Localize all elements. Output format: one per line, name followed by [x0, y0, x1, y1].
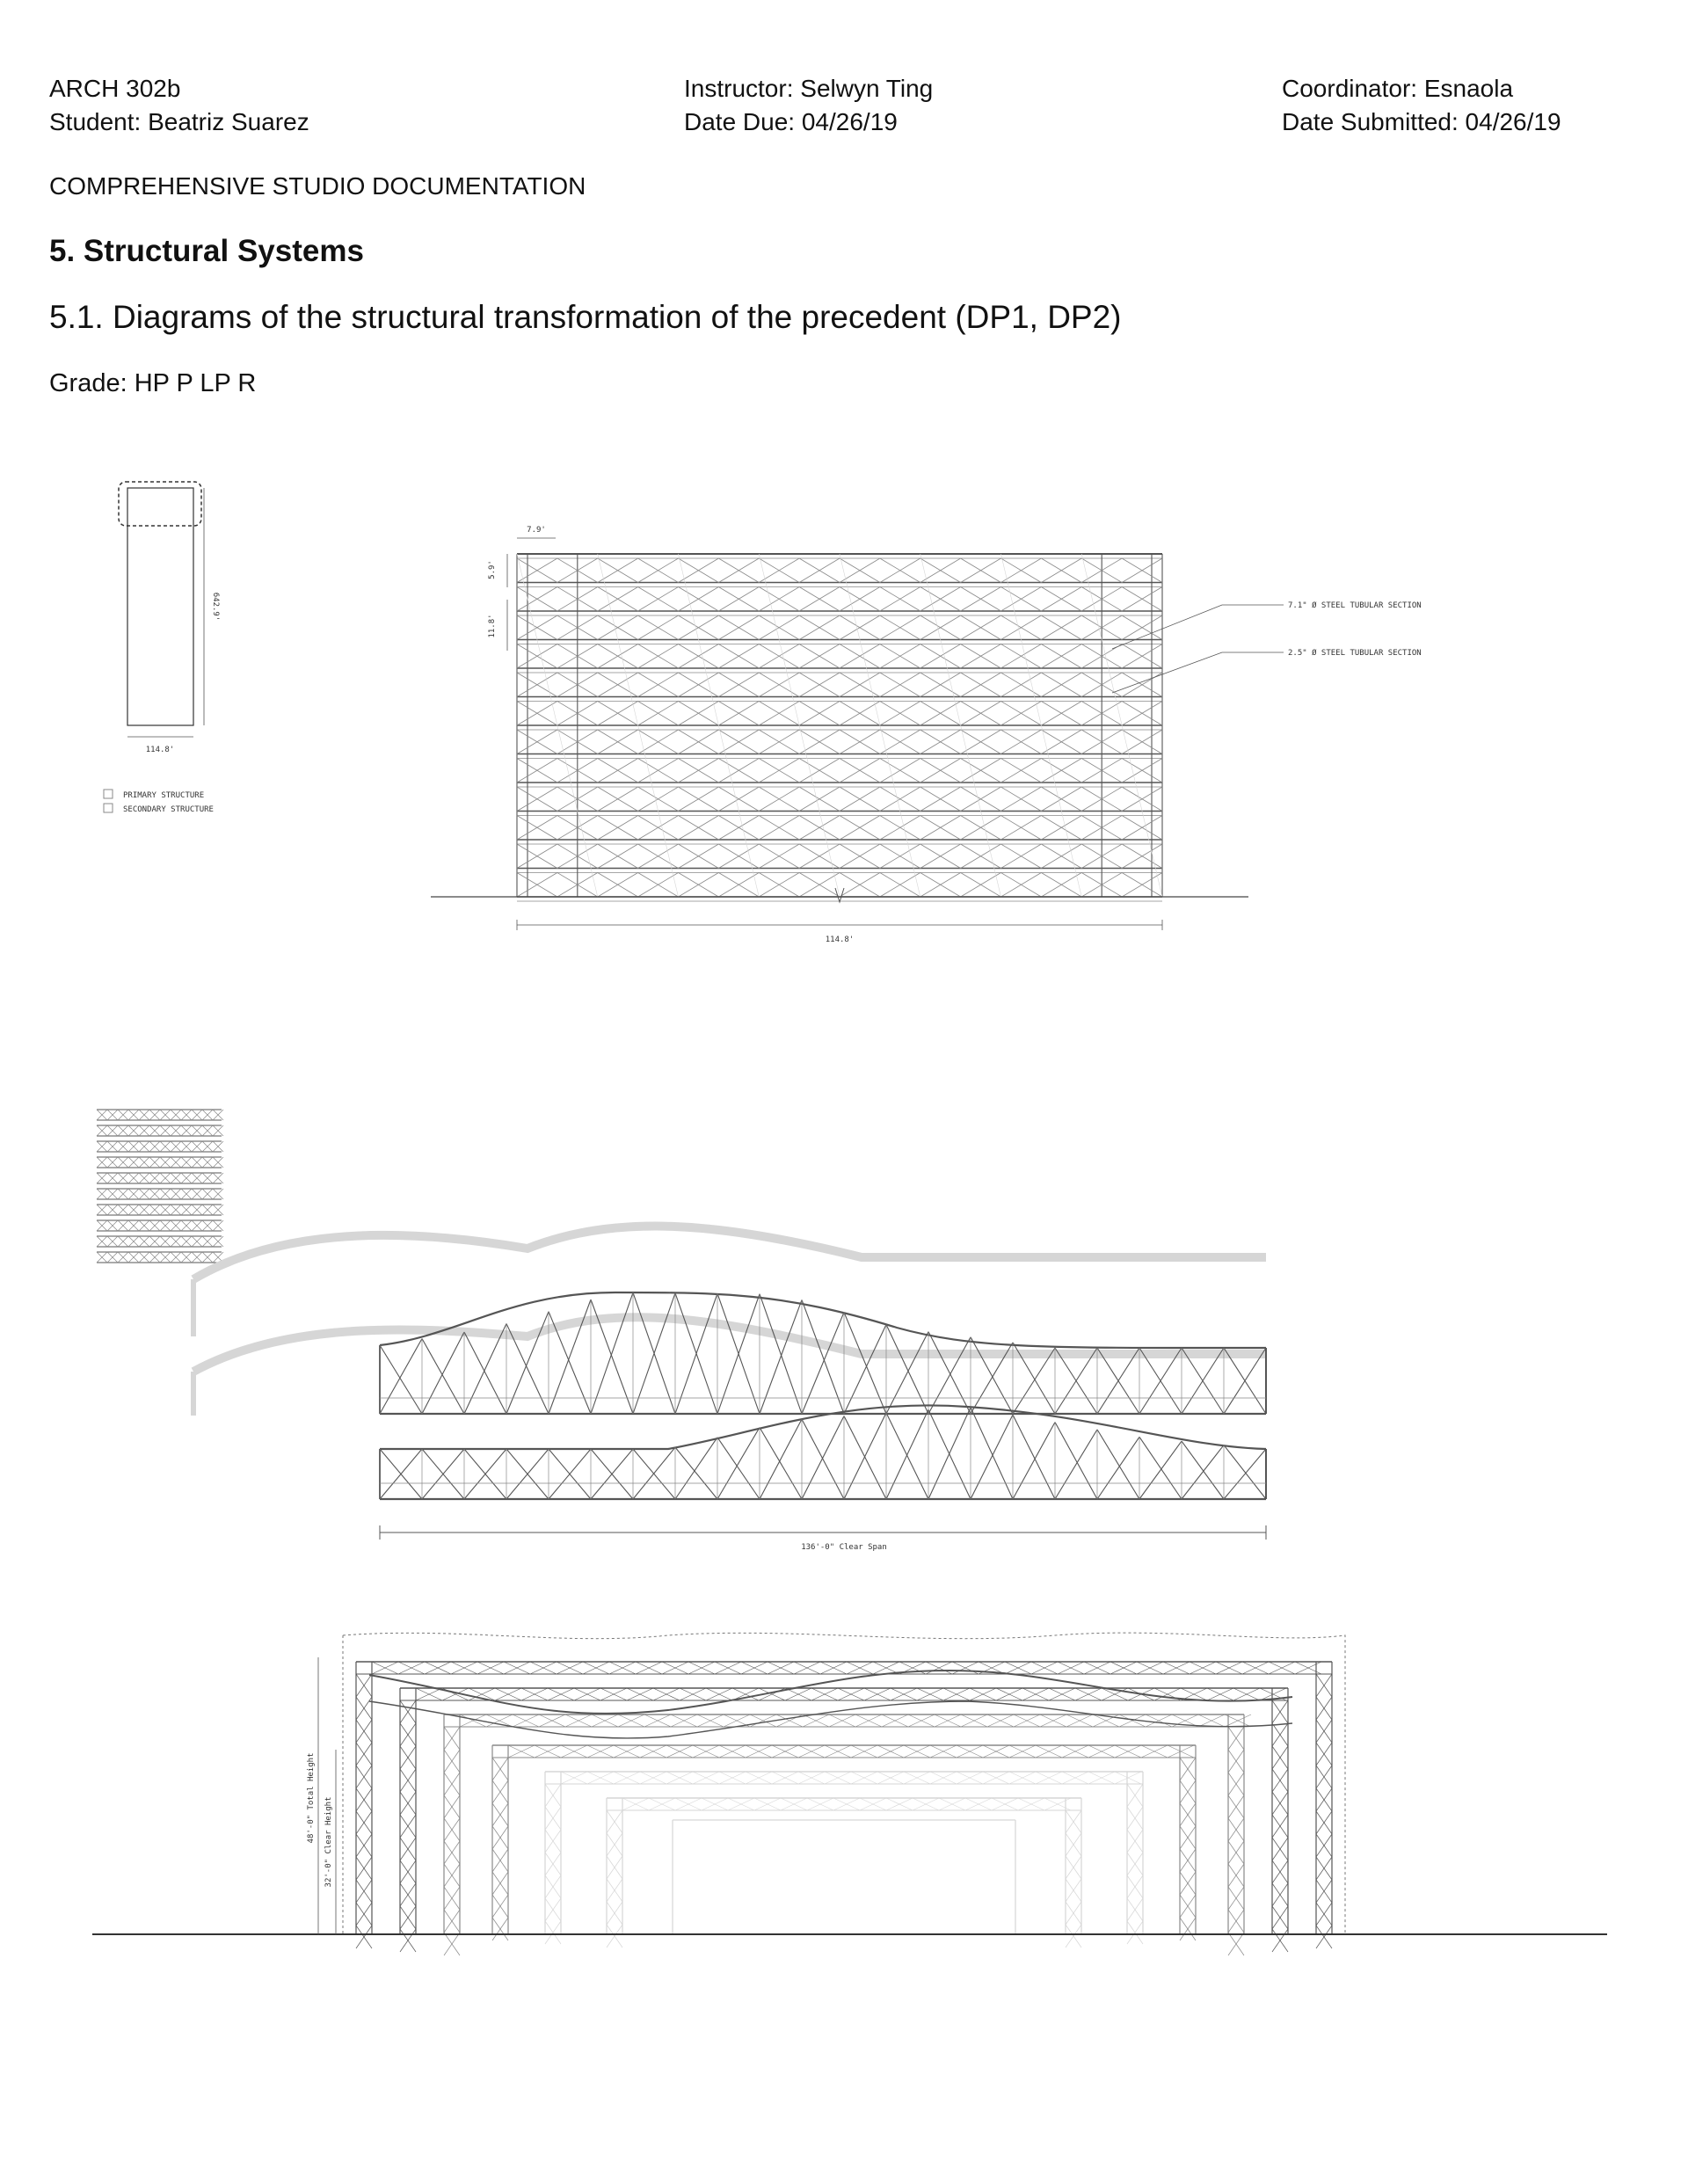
grade-line: Grade: HP P LP R: [49, 369, 257, 397]
truss-member: [760, 1427, 802, 1499]
legend-secondary-swatch: [104, 804, 113, 812]
document-label: COMPREHENSIVE STUDIO DOCUMENTATION: [49, 172, 586, 200]
truss-member: [506, 1312, 549, 1414]
tower-base-dim: 114.8': [825, 935, 855, 944]
date-due: Date Due: 04/26/19: [684, 108, 898, 135]
truss-member: [886, 1324, 928, 1414]
truss-member: [844, 1312, 886, 1414]
truss-member: [675, 1447, 717, 1499]
tower-elevation-truss: [431, 526, 1422, 944]
truss-member: [971, 1408, 1013, 1499]
truss-member: [1055, 1430, 1097, 1499]
truss-member: [1097, 1437, 1139, 1499]
truss-thumbnail: [97, 1110, 223, 1263]
bay-width-dim: 7.9': [527, 526, 546, 535]
floor-height-top-dim: 5.9': [488, 560, 497, 579]
truss-member: [717, 1427, 760, 1499]
truss-member: [1013, 1423, 1055, 1500]
truss-member: [802, 1299, 844, 1414]
coordinator-name: Coordinator: Esnaola: [1282, 75, 1514, 102]
truss-member: [802, 1312, 844, 1414]
clear-height-dim: 32'-0" Clear Height: [324, 1796, 333, 1888]
tower-key-plan: [104, 482, 220, 814]
truss-member: [1013, 1415, 1055, 1499]
tower-width-dim: 114.8': [145, 746, 175, 754]
legend-secondary-label: SECONDARY STRUCTURE: [123, 805, 214, 814]
date-submitted: Date Submitted: 04/26/19: [1282, 108, 1561, 135]
tower-height-dim: 642.9': [211, 592, 220, 622]
section-title: 5. Structural Systems: [49, 234, 364, 268]
truss-member: [760, 1419, 802, 1499]
callout-secondary-section: 2.5" Ø STEEL TUBULAR SECTION: [1288, 649, 1422, 658]
student-name: Student: Beatriz Suarez: [49, 108, 309, 135]
truss-member: [380, 1339, 422, 1415]
truss-member: [549, 1299, 591, 1414]
total-height-dim: 48'-0" Total Height: [307, 1752, 316, 1844]
truss-member: [1097, 1430, 1139, 1499]
lower-top-chord: [380, 1405, 1266, 1449]
subsection-title: 5.1. Diagrams of the structural transformation of the precedent (DP1, DP2): [49, 299, 1122, 335]
floor-height-mid-dim: 11.8': [488, 614, 497, 638]
legend-primary-swatch: [104, 790, 113, 798]
tower-outline: [127, 488, 193, 725]
twisted-truss-lower: [380, 1405, 1266, 1499]
instructor-name: Instructor: Selwyn Ting: [684, 75, 934, 102]
callout-primary-section: 7.1" Ø STEEL TUBULAR SECTION: [1288, 601, 1422, 610]
course-code: ARCH 302b: [49, 75, 181, 102]
truss-member: [464, 1332, 506, 1414]
truss-member: [717, 1438, 760, 1499]
legend-primary-label: PRIMARY STRUCTURE: [123, 791, 205, 800]
truss-ghost-perspective: [193, 1227, 1266, 1416]
clear-span-dimension: [380, 1525, 1266, 1552]
truss-member: [422, 1332, 464, 1414]
truss-member: [380, 1345, 422, 1414]
building-section: [92, 1633, 1607, 1955]
truss-member: [844, 1324, 886, 1414]
clear-span-label: 136'-0" Clear Span: [801, 1543, 887, 1552]
truss-member: [1055, 1423, 1097, 1500]
